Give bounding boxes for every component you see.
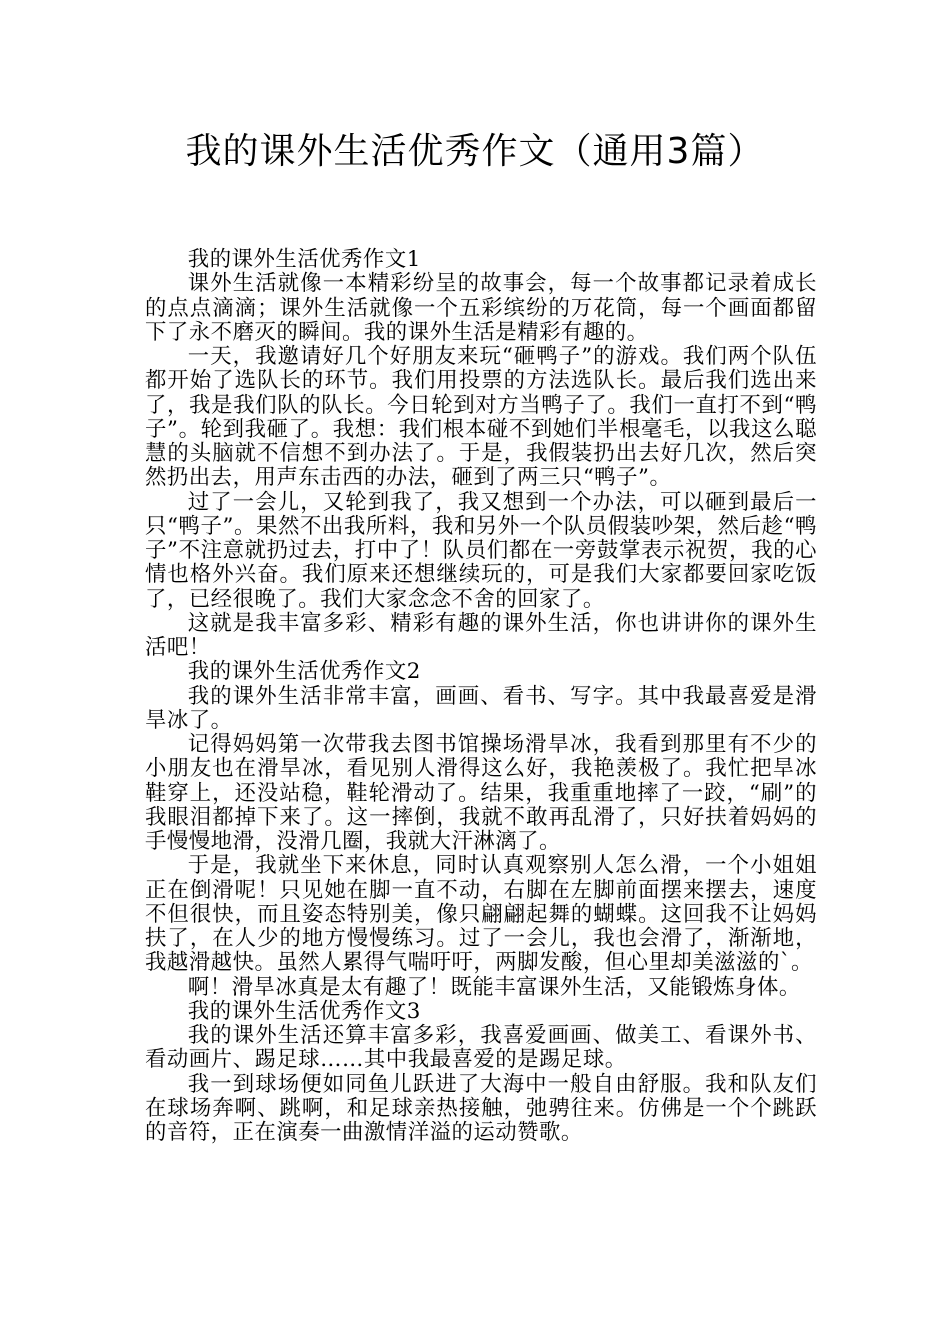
- paragraph: 我的课外生活非常丰富，画画、看书、写字。其中我最喜爱是滑旱冰了。: [145, 683, 817, 733]
- document-title: 我的课外生活优秀作文（通用3篇）: [185, 131, 765, 172]
- paragraph: 于是，我就坐下来休息，同时认真观察别人怎么滑，一个小姐姐正在倒滑呢！只见她在脚一直不动，右脚在左脚前面摆来摆去，速度不但很快，而且姿态特别美，像只翩翩起舞的蝴蝶。这回我不让妈妈扶了，在人少的地方慢慢练习。过了一会儿，我也会滑了，渐渐地，我越滑越快。虽然人累得气喘吁吁，两脚发酸，但心里却美滋滋的`。: [145, 853, 817, 976]
- paragraph: 这就是我丰富多彩、精彩有趣的课外生活，你也讲讲你的课外生活吧！: [145, 610, 817, 660]
- paragraph: 课外生活就像一本精彩纷呈的故事会，每一个故事都记录着成长的点点滴滴；课外生活就像一个五彩缤纷的万花筒，每一个画面都留下了永不磨灭的瞬间。我的课外生活是精彩有趣的。: [145, 271, 817, 345]
- paragraph: 过了一会儿，又轮到我了，我又想到一个办法，可以砸到最后一只“鸭子”。果然不出我所料，我和另外一个队员假装吵架，然后趁“鸭子”不注意就扔过去，打中了！队员们都在一旁鼓掌表示祝贺，我的心情也格外兴奋。我们原来还想继续玩的，可是我们大家都要回家吃饭了，已经很晚了。我们大家念念不舍的回家了。: [145, 489, 817, 612]
- section-heading: 我的课外生活优秀作文2: [187, 659, 421, 685]
- paragraph: 我一到球场便如同鱼儿跃进了大海中一般自由舒服。我和队友们在球场奔啊、跳啊，和足球亲热接触，弛骋往来。仿佛是一个个跳跃的音符，正在演奏一曲激情洋溢的运动赞歌。: [145, 1071, 817, 1145]
- paragraph: 一天，我邀请好几个好朋友来玩“砸鸭子”的游戏。我们两个队伍都开始了选队长的环节。我们用投票的方法选队长。最后我们选出来了，我是我们队的队长。今日轮到对方当鸭子了。我们一直打不到“鸭子”。轮到我砸了。我想：我们根本碰不到她们半根毫毛，以我这么聪慧的头脑就不信想不到办法了。于是，我假装扔出去好几次，然后突然扔出去，用声东击西的办法，砸到了两三只“鸭子”。: [145, 344, 817, 491]
- paragraph: 啊！滑旱冰真是太有趣了！既能丰富课外生活，又能锻炼身体。: [187, 974, 801, 1000]
- paragraph: 我的课外生活还算丰富多彩，我喜爱画画、做美工、看课外书、看动画片、踢足球……其中我最喜爱的是踢足球。: [145, 1023, 817, 1073]
- paragraph: 记得妈妈第一次带我去图书馆操场滑旱冰，我看到那里有不少的小朋友也在滑旱冰，看见别人滑得这么好，我艳羡极了。我忙把旱冰鞋穿上，还没站稳，鞋轮滑动了。结果，我重重地摔了一跤，“刷”的我眼泪都掉下来了。这一摔倒，我就不敢再乱滑了，只好扶着妈妈的手慢慢地滑，没滑几圈，我就大汗淋漓了。: [145, 732, 817, 854]
- section-heading: 我的课外生活优秀作文1: [187, 247, 421, 272]
- section-heading: 我的课外生活优秀作文3: [187, 998, 421, 1024]
- document-body: [145, 248, 817, 1145]
